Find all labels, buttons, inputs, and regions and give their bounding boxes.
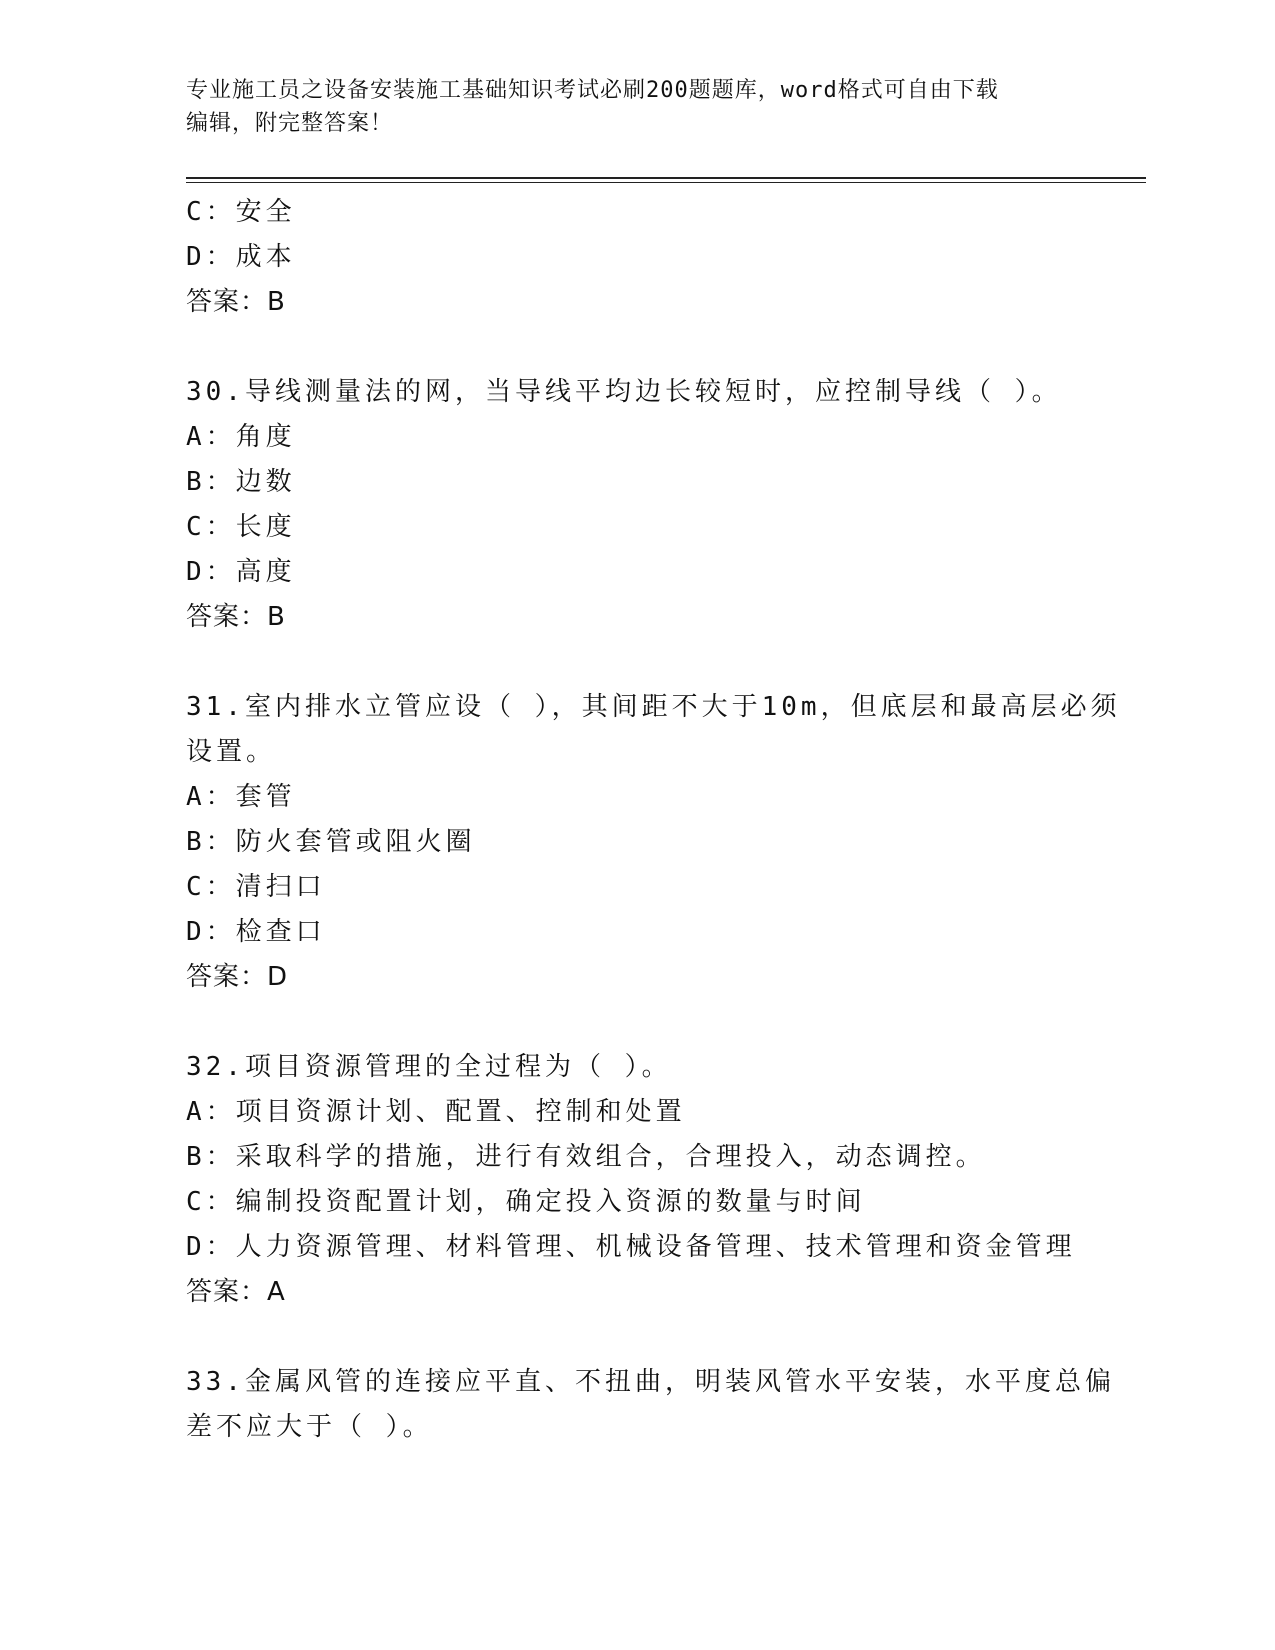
question-32 — [186, 1045, 1086, 1315]
header-line-2: 编辑，附完整答案！ — [186, 111, 394, 136]
option-c: C：安全 — [186, 197, 296, 227]
option-c: C：编制投资配置计划，确定投入资源的数量与时间 — [186, 1187, 866, 1217]
answer-line: 答案：B — [186, 602, 286, 632]
answer-line: 答案：D — [186, 962, 289, 992]
option-d: D：检查口 — [186, 917, 326, 947]
option-b: B：防火套管或阻火圈 — [186, 827, 476, 857]
answer-line: 答案：A — [186, 1277, 286, 1307]
option-b: B：采取科学的措施，进行有效组合，合理投入，动态调控。 — [186, 1142, 986, 1172]
question-29-continued — [186, 190, 1086, 325]
option-d: D：人力资源管理、材料管理、机械设备管理、技术管理和资金管理 — [186, 1232, 1076, 1262]
option-b: B：边数 — [186, 467, 296, 497]
question-stem: 30.导线测量法的网，当导线平均边长较短时，应控制导线（ ）。 — [186, 377, 1062, 407]
question-stem-continued: 设置。 — [186, 737, 277, 767]
question-stem-continued: 差不应大于（ ）。 — [186, 1412, 433, 1442]
answer-line: 答案：B — [186, 287, 286, 317]
question-stem: 33.金属风管的连接应平直、不扭曲，明装风管水平安装，水平度总偏 — [186, 1367, 1115, 1397]
option-d: D：成本 — [186, 242, 296, 272]
header-divider-thin — [186, 182, 1146, 183]
option-a: A：角度 — [186, 422, 296, 452]
option-a: A：项目资源计划、配置、控制和处置 — [186, 1097, 686, 1127]
option-a: A：套管 — [186, 782, 296, 812]
question-list — [186, 190, 1121, 1450]
question-stem: 31.室内排水立管应设（ ），其间距不大于10m，但底层和最高层必须 — [186, 692, 1121, 722]
header-line-1: 专业施工员之设备安装施工基础知识考试必刷200题题库，word格式可自由下载 — [186, 78, 999, 103]
question-33 — [186, 1360, 1115, 1450]
option-d: D：高度 — [186, 557, 296, 587]
option-c: C：长度 — [186, 512, 296, 542]
document-header — [186, 74, 1086, 140]
header-divider — [186, 177, 1146, 179]
question-30 — [186, 370, 1086, 640]
question-stem: 32.项目资源管理的全过程为（ ）。 — [186, 1052, 672, 1082]
question-31 — [186, 685, 1121, 1000]
option-c: C：清扫口 — [186, 872, 326, 902]
